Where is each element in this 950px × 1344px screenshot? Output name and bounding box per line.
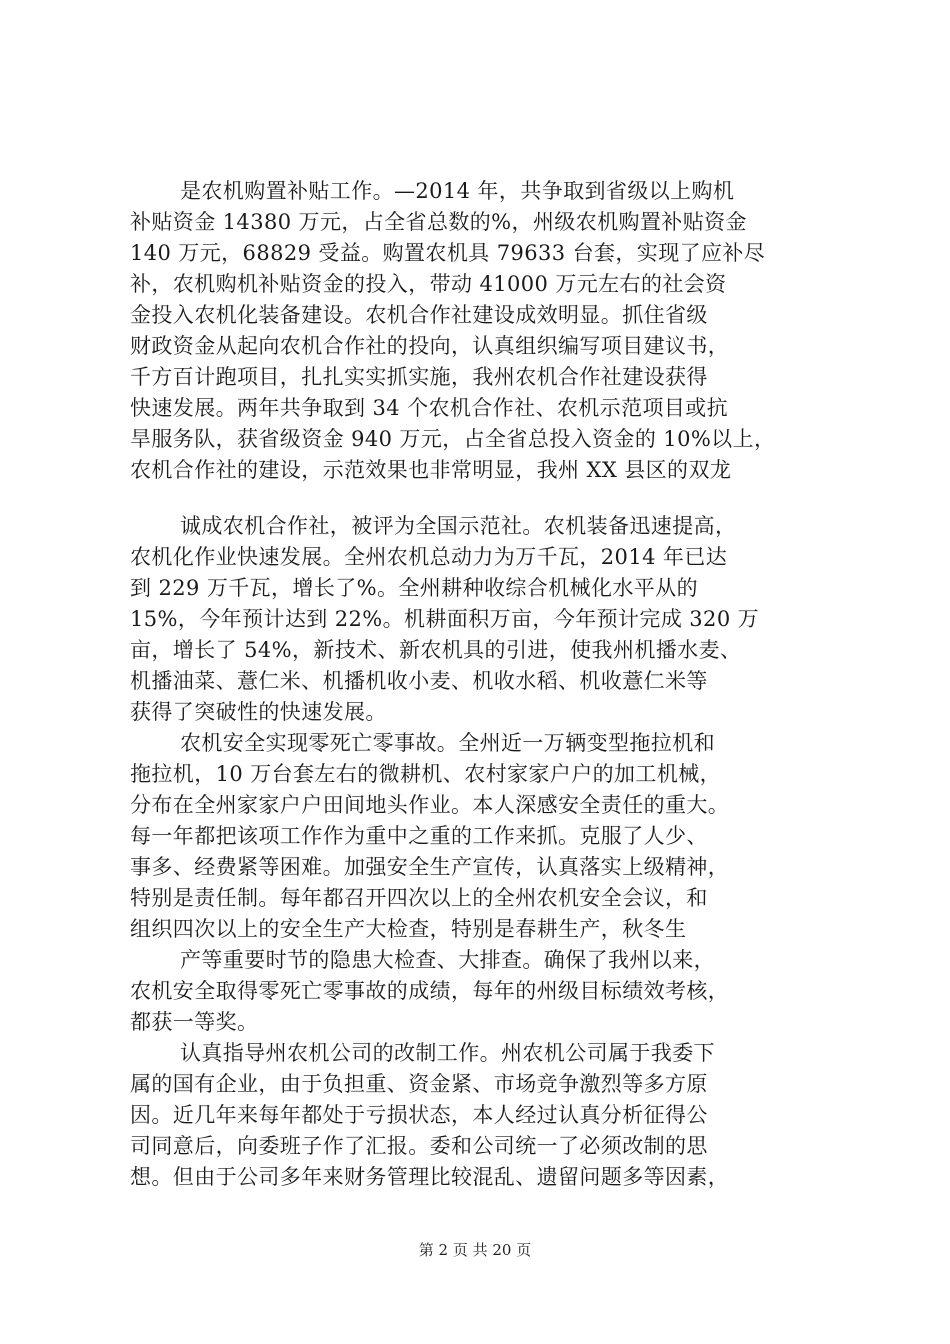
text-line: 属的国有企业，由于负担重、资金紧、市场竞争激烈等多方原 [130, 1072, 708, 1096]
text-line: 农机合作社的建设，示范效果也非常明显，我州 XX 县区的双龙 [130, 458, 732, 482]
text-line: 认真指导州农机公司的改制工作。州农机公司属于我委下 [180, 1041, 715, 1065]
text-line: 农机安全取得零死亡零事故的成绩，每年的州级目标绩效考核， [130, 979, 730, 1003]
text-line: 因。近几年来每年都处于亏损状态，本人经过认真分析征得公 [130, 1103, 708, 1127]
page-number-footer: 第 2 页 共 20 页 [418, 1241, 532, 1259]
text-line: 是农机购置补贴工作。—2014 年，共争取到省级以上购机 [180, 179, 735, 203]
text-line: 到 229 万千瓦，增长了%。全州耕种收综合机械化水平从的 [130, 576, 698, 600]
paragraph-block-2 [130, 511, 830, 1193]
text-line: 都获一等奖。 [130, 1010, 259, 1034]
text-line: 旱服务队，获省级资金 940 万元，占全省总投入资金的 10%以上， [130, 427, 776, 451]
text-line: 想。但由于公司多年来财务管理比较混乱、遗留问题多等因素， [130, 1165, 730, 1189]
text-line: 特别是责任制。每年都召开四次以上的全州农机安全会议，和 [130, 886, 708, 910]
text-line: 每一年都把该项工作作为重中之重的工作来抓。克服了人少、 [130, 824, 708, 848]
text-line: 分布在全州家家户户田间地头作业。本人深感安全责任的重大。 [130, 793, 730, 817]
text-line: 补贴资金 14380 万元，占全省总数的%，州级农机购置补贴资金 [130, 210, 747, 234]
text-line: 农机安全实现零死亡零事故。全州近一万辆变型拖拉机和 [180, 731, 715, 755]
text-line: 组织四次以上的安全生产大检查，特别是春耕生产，秋冬生 [130, 917, 687, 941]
text-line: 快速发展。两年共争取到 34 个农机合作社、农机示范项目或抗 [130, 396, 729, 420]
text-line: 金投入农机化装备建设。农机合作社建设成效明显。抓住省级 [130, 303, 708, 327]
text-line: 财政资金从起向农机合作社的投向，认真组织编写项目建议书， [130, 334, 730, 358]
text-line: 补，农机购机补贴资金的投入，带动 41000 万元左右的社会资 [130, 272, 727, 296]
text-line: 司同意后，向委班子作了汇报。委和公司统一了必须改制的思 [130, 1134, 708, 1158]
paragraph-block-1 [130, 176, 830, 486]
text-line: 获得了突破性的快速发展。 [130, 700, 387, 724]
text-line: 事多、经费紧等困难。加强安全生产宣传，认真落实上级精神， [130, 855, 730, 879]
text-line: 拖拉机，10 万台套左右的微耕机、农村家家户户的加工机械， [130, 762, 721, 786]
text-line: 140 万元，68829 受益。购置农机具 79633 台套，实现了应补尽 [130, 241, 766, 265]
text-line: 产等重要时节的隐患大检查、大排查。确保了我州以来， [180, 948, 715, 972]
text-line: 农机化作业快速发展。全州农机总动力为万千瓦，2014 年已达 [130, 545, 728, 569]
text-line: 机播油菜、薏仁米、机播机收小麦、机收水稻、机收薏仁米等 [130, 669, 708, 693]
text-line: 亩，增长了 54%，新技术、新农机具的引进，使我州机播水麦、 [130, 638, 742, 662]
text-line: 诚成农机合作社，被评为全国示范社。农机装备迅速提高， [180, 514, 737, 538]
text-line: 千方百计跑项目，扎扎实实抓实施，我州农机合作社建设获得 [130, 365, 708, 389]
text-line: 15%，今年预计达到 22%。机耕面积万亩，今年预计完成 320 万 [130, 607, 760, 631]
